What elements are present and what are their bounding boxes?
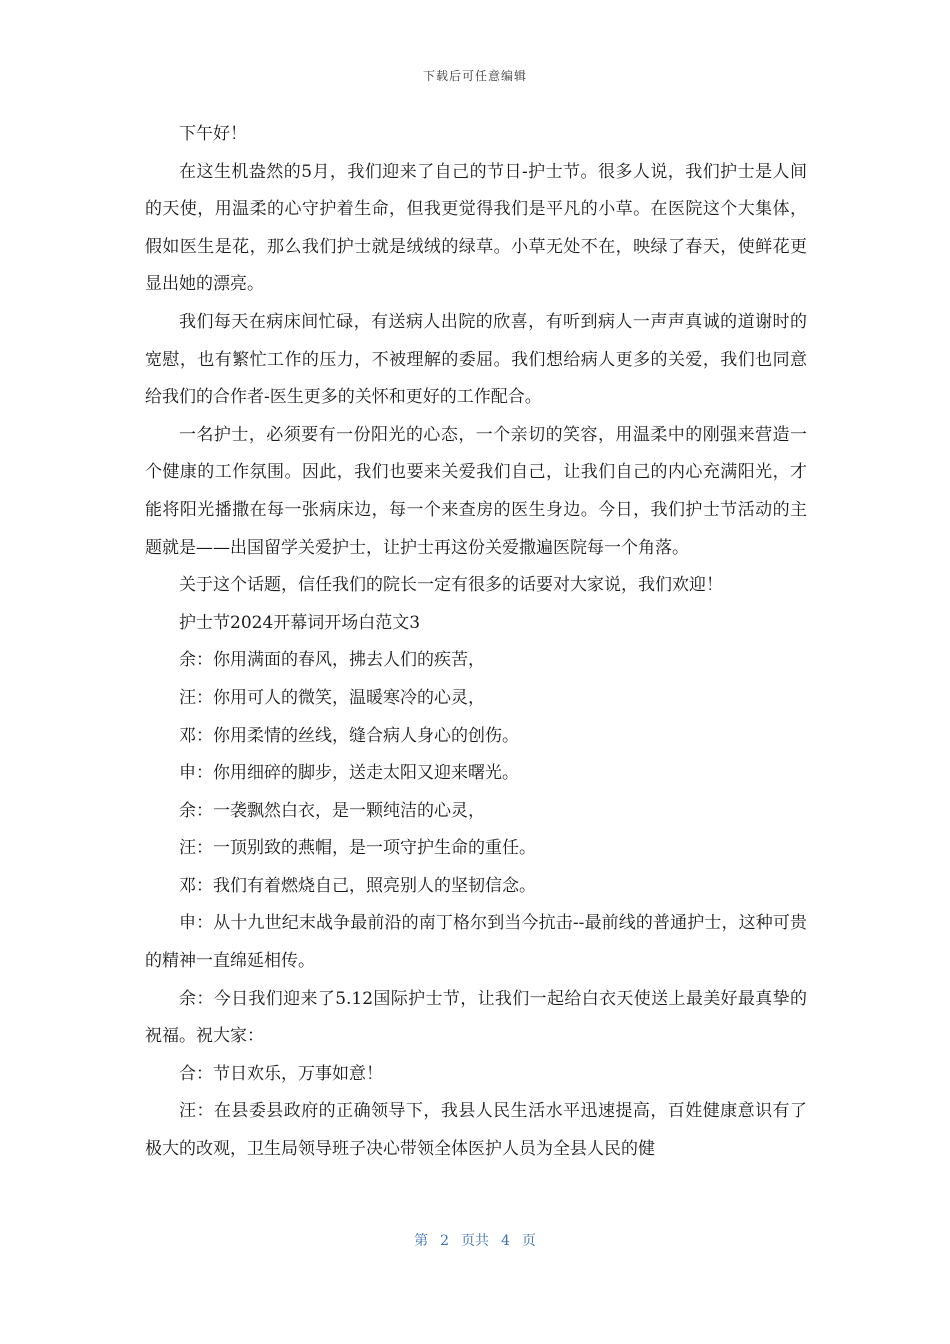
dialogue-line: 邓：我们有着燃烧自己，照亮别人的坚韧信念。 <box>179 875 536 896</box>
dialogue-line: 申：你用细碎的脚步，送走太阳又迎来曙光。 <box>179 763 519 784</box>
dialogue-line: 申：从十九世纪末战争最前沿的南丁格尔到当今抗击--最前线的普通护士，这种可贵的精神一直绵延相传。 <box>145 913 807 972</box>
paragraph-intro: 在这生机盎然的5月，我们迎来了自己的节日-护士节。很多人说，我们护士是人间的天使，用温柔的心守护着生命，但我更觉得我们是平凡的小草。在医院这个大集体，假如医生是花，那么我们护士就是绒绒的绿草。小草无处不在，映绿了春天，使鲜花更显出她的漂亮。 <box>145 161 807 295</box>
document-body <box>145 116 807 1169</box>
footer-word-ye-gong: 页共 <box>461 1233 489 1249</box>
page-current-number: 2 <box>440 1233 449 1249</box>
dialogue-line: 合：节日欢乐，万事如意！ <box>179 1063 383 1084</box>
dialogue-line: 汪：在县委县政府的正确领导下，我县人民生活水平迅速提高，百姓健康意识有了极大的改观，卫生局领导班子决心带领全体医护人员为全县人民的健 <box>145 1101 807 1160</box>
page-header-note: 下载后可任意编辑 <box>422 69 527 83</box>
section-title: 护士节2024开幕词开场白范文3 <box>179 612 421 633</box>
footer-word-di: 第 <box>414 1233 429 1249</box>
paragraph-welcome-dean: 关于这个话题，信任我们的院长一定有很多的话要对大家说，我们欢迎！ <box>179 575 723 596</box>
footer-word-ye: 页 <box>521 1233 536 1249</box>
paragraph-greeting: 下午好！ <box>179 124 247 144</box>
page-footer <box>0 1230 950 1250</box>
dialogue-line: 余：一袭飘然白衣，是一颗纯洁的心灵， <box>179 800 485 821</box>
paragraph-sunshine: 一名护士，必须要有一份阳光的心态，一个亲切的笑容，用温柔中的刚强来营造一个健康的工作氛围。因此，我们也要来关爱我们自己，让我们自己的内心充满阳光，才能将阳光播撒在每一张病床边，每一个来查房的医生身边。今日，我们护士节活动的主题就是——出国留学关爱护士，让护士再这份关爱撒遍医院每一个角落。 <box>145 424 807 558</box>
dialogue-line: 余：今日我们迎来了5.12国际护士节，让我们一起给白衣天使送上最美好最真挚的祝福。祝大家： <box>145 988 807 1047</box>
dialogue-line: 汪：你用可人的微笑，温暖寒冷的心灵， <box>179 687 485 708</box>
dialogue-line: 余：你用满面的春风，拂去人们的疾苦， <box>179 650 485 671</box>
page-total-number: 4 <box>501 1233 510 1249</box>
paragraph-daily-work: 我们每天在病床间忙碌，有送病人出院的欣喜，有听到病人一声声真诚的道谢时的宽慰，也有繁忙工作的压力，不被理解的委屈。我们想给病人更多的关爱，我们也同意给我们的合作者-医生更多的关怀和更好的工作配合。 <box>145 311 807 408</box>
dialogue-line: 邓：你用柔情的丝线，缝合病人身心的创伤。 <box>179 725 519 746</box>
dialogue-line: 汪：一顶别致的燕帽，是一项守护生命的重任。 <box>179 838 536 859</box>
